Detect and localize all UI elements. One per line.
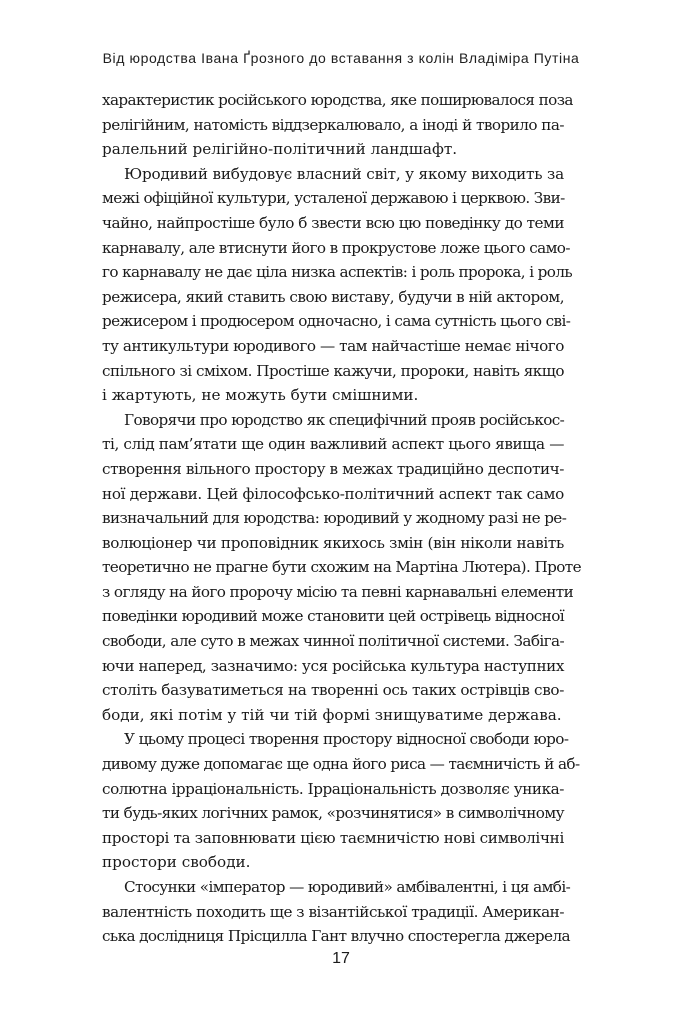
paragraph: [102, 408, 581, 728]
running-head: Від юродства Івана Ґрозного до вставання з колін Владіміра Путіна: [102, 50, 580, 66]
text-line: простори свободи.: [102, 853, 251, 872]
text-line: дивому дуже допомагає ще одна його риса — таємничість й аб-: [102, 755, 580, 774]
text-line: режисером і продюсером одночасно, і сама сутність цього сві-: [102, 312, 571, 331]
text-line: свободи, але суто в межах чинної політичної системи. Забіга-: [102, 632, 564, 651]
text-line: створення вільного простору в межах традиційно деспотич-: [102, 459, 565, 478]
text-line: і жартують, не можуть бути смішними.: [102, 386, 419, 405]
text-line: У цьому процесі творення простору відносної свободи юро-: [124, 730, 569, 749]
text-line: карнавалу, але втиснути його в прокрустове ложе цього само-: [102, 238, 570, 257]
text-line: ська дослідниця Прісцилла Гант влучно спостерегла джерела: [102, 927, 570, 946]
text-line: чайно, найпростіше було б звести всю цю поведінку до теми: [102, 213, 564, 232]
text-line: визначальний для юродства: юродивий у жодному разі не ре-: [102, 509, 567, 528]
text-line: волюціонер чи проповідник якихось змін (він ніколи навіть: [102, 533, 564, 552]
page-number: 17: [332, 950, 350, 967]
text-line: ту антикультури юродивого — там найчастіше немає нічого: [102, 336, 564, 355]
text-line: ти будь-яких логічних рамок, «розчинятися» в символічному: [102, 804, 564, 823]
text-line: релігійним, натомість віддзеркалювало, а іноді й творило па-: [102, 115, 565, 134]
paragraph: [102, 162, 573, 408]
text-line: спільного зі сміхом. Простіше кажучи, пророки, навіть якщо: [102, 361, 564, 380]
paragraph: [102, 875, 571, 949]
text-line: ючи наперед, зазначимо: уся російська культура наступних: [102, 656, 564, 675]
text-line: режисера, який ставить свою виставу, будучи в ній актором,: [102, 287, 565, 306]
text-line: межі офіційної культури, усталеної державою і церквою. Зви-: [102, 189, 565, 208]
text-line: Стосунки «імператор — юродивий» амбівалентні, і ця амбі-: [124, 878, 571, 896]
text-line: століть базуватиметься на творенні ось таких острівців сво-: [102, 681, 564, 700]
text-line: характеристик російського юродства, яке поширювалося поза: [102, 91, 573, 109]
paragraph: [102, 727, 580, 875]
text-line: просторі та заповнювати цією таємничістю нові символічні: [102, 828, 564, 847]
text-line: валентність походить ще з візантійської традиції. Американ-: [102, 902, 564, 921]
text-line: ної держави. Цей філософсько-політичний аспект так само: [102, 484, 564, 503]
text-line: солютна ірраціональність. Ірраціональність дозволяє уника-: [102, 779, 564, 798]
paragraph: [102, 88, 573, 162]
text-line: ралельний релігійно-політичний ландшафт.: [102, 140, 458, 159]
text-line: Юродивий вибудовує власний світ, у якому виходить за: [124, 164, 564, 183]
text-line: боди, які потім у тій чи тій формі знищуватиме держава.: [102, 705, 562, 724]
text-line: поведінки юродивий може становити цей острівець відносної: [102, 607, 565, 626]
text-line: з огляду на його пророчу місію та певні карнавальні елементи: [102, 582, 574, 601]
body-text: [102, 88, 581, 949]
text-line: теоретично не прагне бути схожим на Мартіна Лютера). Проте: [102, 558, 581, 577]
text-line: ті, слід пам’ятати ще один важливий аспект цього явища —: [102, 435, 565, 454]
text-line: го карнавалу не дає ціла низка аспектів: і роль пророка, і роль: [102, 263, 573, 282]
text-line: Говорячи про юродство як специфічний прояв російськос-: [124, 410, 565, 429]
